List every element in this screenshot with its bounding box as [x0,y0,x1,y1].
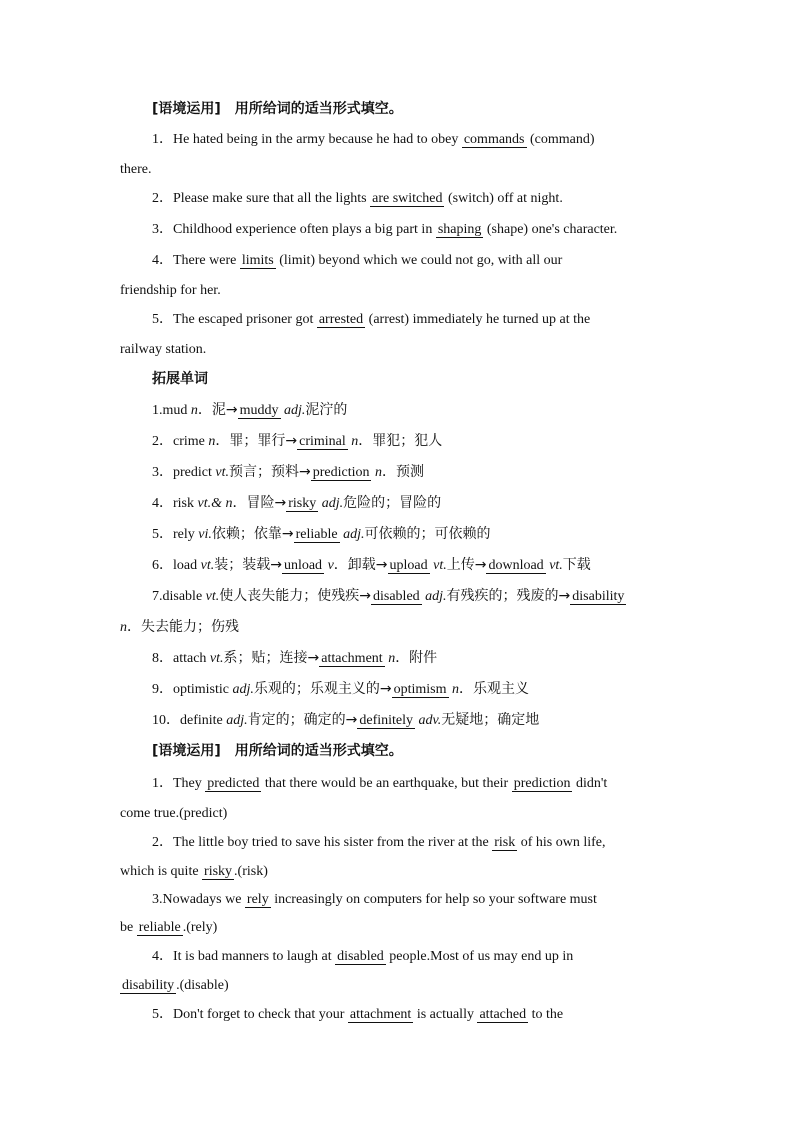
exercise-item: 4．It is bad manners to laugh at disabled people.Most of us may end up in [152,949,574,964]
vocab-item: 6．load vt.装；装载→ unload v．卸载→ upload vt.上传→ download vt.下载 [152,557,591,573]
answer-blank: download [488,558,544,573]
exercise-item-continued: disability .(disable) [122,978,229,993]
vocab-item: 5．rely vi.依赖；依靠→ reliable adj.可依赖的；可依赖的 [152,526,491,542]
exercise-item-continued: come true.(predict) [120,806,228,821]
answer-blank: attached [479,1007,527,1022]
answer-blank: muddy [239,403,279,418]
answer-blank: disability [572,589,625,604]
answer-blank: disabled [373,589,420,604]
vocab-heading: 拓展单词 [152,371,208,387]
vocab-item: 9．optimistic adj.乐观的；乐观主义的→ optimism n．乐观主义 [152,681,530,697]
section-heading: [语境运用] 用所给词的适当形式填空。 [152,743,403,759]
vocab-item-continued: n．失去能力；伤残 [120,619,239,635]
answer-blank: are switched [372,191,443,206]
answer-blank: commands [463,132,525,147]
answer-blank: risky [288,496,317,511]
answer-blank: attachment [321,651,383,666]
answer-blank: optimism [393,682,447,697]
exercise-item-continued: railway station. [120,342,207,357]
exercise-item-continued: there. [120,162,152,177]
exercise-item: 1．They predicted that there would be an earthquake, but their prediction didn't [152,776,608,791]
answer-blank: disability [122,978,175,993]
exercise-item: 1．He hated being in the army because he had to obey commands (command) [152,132,595,147]
answer-blank: rely [246,892,269,907]
answer-blank: unload [283,558,323,573]
answer-blank: definitely [359,713,414,728]
exercise-item: 4．There were limits (limit) beyond which we could not go, with all our [152,253,563,268]
vocab-item: 3．predict vt.预言；预料→ prediction n．预测 [152,464,424,480]
answer-blank: criminal [299,434,346,449]
answer-blank: reliable [138,920,181,935]
answer-blank: predicted [207,776,260,791]
vocab-item: 2．crime n．罪；罪行→ criminal n．罪犯；犯人 [152,433,443,449]
section-heading: [语境运用] 用所给词的适当形式填空。 [152,101,403,117]
answer-blank: prediction [312,465,370,480]
answer-blank: prediction [513,776,571,791]
vocab-item: 7.disable vt.使人丧失能力；使残疾→ disabled adj.有残疾的；残废的→ disability [152,588,625,604]
exercise-item-continued: be reliable .(rely) [120,920,218,935]
vocab-item: 1.mud n．泥→ muddy adj.泥泞的 [152,402,348,418]
answer-blank: limits [241,253,274,268]
answer-blank: risk [494,835,516,850]
vocab-item: 8．attach vt.系；贴；连接→ attachment n．附件 [152,650,438,666]
answer-blank: arrested [318,312,364,327]
vocab-item: 4．risk vt.& n．冒险→ risky adj.危险的；冒险的 [152,495,442,511]
answer-blank: risky [204,864,233,879]
answer-blank: upload [389,558,428,573]
exercise-item-continued: which is quite risky .(risk) [120,864,268,879]
answer-blank: attachment [349,1007,412,1022]
answer-blank: reliable [295,527,338,542]
vocab-item: 10．definite adj.肯定的；确定的→ definitely adv.无疑地；确定地 [152,712,540,728]
exercise-item: 5．Don't forget to check that your attachment is actually attached to the [152,1007,564,1022]
exercise-item: 3．Childhood experience often plays a big part in shaping (shape) one's character. [152,222,618,237]
answer-blank: shaping [437,222,482,237]
exercise-item: 2．The little boy tried to save his sister from the river at the risk of his own life, [152,835,606,850]
exercise-item: 2．Please make sure that all the lights are switched (switch) off at night. [152,191,563,206]
exercise-item-continued: friendship for her. [120,283,221,298]
exercise-item: 3.Nowadays we rely increasingly on computers for help so your software must [152,892,597,907]
answer-blank: disabled [337,949,384,964]
exercise-item: 5．The escaped prisoner got arrested (arrest) immediately he turned up at the [152,312,591,327]
